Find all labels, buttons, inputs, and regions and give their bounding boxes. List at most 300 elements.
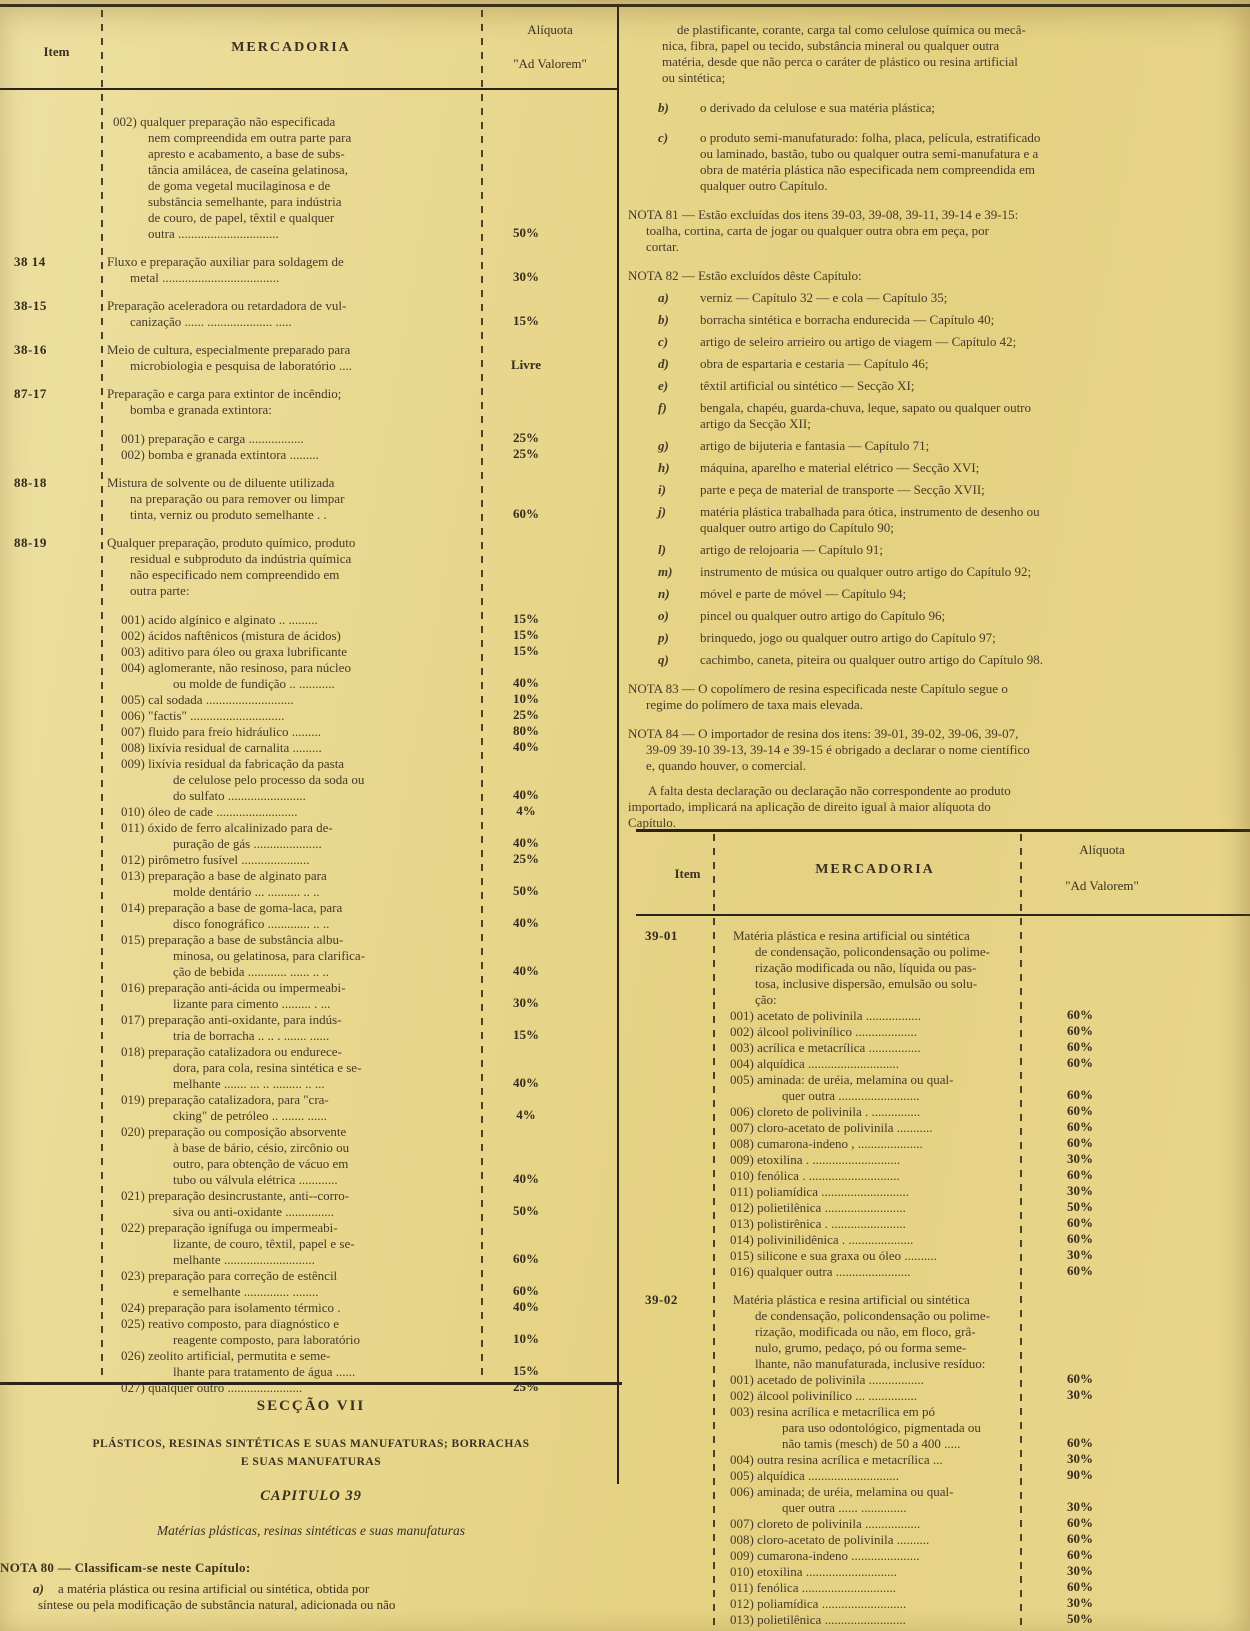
rate-value: 30% — [1067, 1451, 1093, 1466]
description-line: Matéria plástica e resina artificial ou sintética — [733, 1292, 970, 1307]
merchandise-description — [730, 1136, 1033, 1152]
tariff-row — [0, 386, 620, 418]
rate-value: 60% — [1067, 1231, 1093, 1246]
section-subtitle-line2: E SUAS MANUFATURAS — [240, 1456, 382, 1468]
note-list-item — [628, 652, 1248, 668]
description-line: ção: — [755, 992, 777, 1007]
merchandise-description — [730, 1580, 1033, 1596]
rate-value: 25% — [513, 851, 539, 866]
rate-value: 30% — [513, 995, 539, 1010]
description-line: 024) preparação para isolamento térmico . — [121, 1300, 341, 1315]
description-line: outra ............................... — [148, 226, 279, 241]
description-line: 017) preparação anti-oxidante, para indús- — [121, 1012, 342, 1027]
merchandise-description — [107, 535, 459, 599]
description-line: de condensação, policondensação ou polime- — [755, 1308, 990, 1323]
tariff-row — [0, 535, 620, 599]
rate-value: 40% — [513, 787, 539, 802]
description-line: 002) álcool polivinílico ... ............... — [730, 1388, 918, 1403]
note-line: Capítulo. — [628, 815, 677, 830]
merchandise-description — [121, 692, 459, 708]
note-line: têxtil artificial ou sintético — Secção XI; — [700, 378, 915, 393]
description-line: nulo, grumo, pedaço, pó ou forma seme- — [755, 1340, 967, 1355]
merchandise-description — [730, 1152, 1033, 1168]
rate-value: 60% — [1067, 1039, 1093, 1054]
description-line: 006) cloreto de polivinila . ............... — [730, 1104, 921, 1119]
description-line: 014) preparação a base de goma-laca, para — [121, 900, 343, 915]
nota-80 — [0, 1560, 622, 1613]
note-line: instrumento de música ou qualquer outro artigo do Capítulo 92; — [700, 564, 1032, 579]
tariff-row — [0, 342, 620, 374]
merchandise-description — [121, 1188, 459, 1220]
tariff-subitem-row — [0, 1044, 620, 1092]
rate-value: 60% — [1067, 1103, 1093, 1118]
tariff-subitem-row — [625, 1452, 1250, 1468]
merchandise-description — [121, 1092, 459, 1124]
description-line: 005) alquídica ............................ — [730, 1468, 899, 1483]
tariff-subitem-row — [0, 1012, 620, 1044]
tariff-row — [625, 928, 1250, 1008]
rate-value: 15% — [513, 643, 539, 658]
merchandise-description — [730, 1008, 1033, 1024]
note-list-item — [628, 400, 1248, 432]
rate-value: 15% — [513, 627, 539, 642]
rate-value: 30% — [1067, 1387, 1093, 1402]
tariff-subitem-row — [625, 1216, 1250, 1232]
rate-value: 50% — [513, 883, 539, 898]
merchandise-description — [121, 724, 459, 740]
merchandise-description — [107, 298, 459, 330]
merchandise-description — [121, 932, 459, 980]
chapter-subtitle: Matérias plásticas, resinas sintéticas e suas manufaturas — [156, 1523, 466, 1538]
description-line: microbiologia e pesquisa de laboratório .... — [130, 358, 353, 373]
description-line: 004) alquídica ............................ — [730, 1056, 899, 1071]
description-line: 001) acetato de polivinila ................. — [730, 1008, 921, 1023]
merchandise-description — [121, 1316, 459, 1348]
tariff-subitem-row — [625, 1168, 1250, 1184]
item-number: 38 14 — [14, 254, 46, 269]
description-line: na preparação ou para remover ou limpar — [130, 491, 345, 506]
note-letter: n) — [658, 586, 670, 601]
rate-value: 40% — [513, 1299, 539, 1314]
rate-value: 60% — [1067, 1119, 1093, 1134]
description-line: 009) etoxilina . ........................... — [730, 1152, 901, 1167]
rate-value: 50% — [513, 225, 539, 240]
merchandise-description — [121, 1300, 459, 1316]
description-line: rização, modificada ou não, em floco, grâ- — [755, 1324, 976, 1339]
merchandise-description — [730, 1216, 1033, 1232]
item-number: 39-02 — [645, 1292, 678, 1307]
note-list-item — [628, 504, 1248, 536]
merchandise-description — [121, 708, 459, 724]
rate-value: 30% — [513, 269, 539, 284]
note-line: NOTA 81 — Estão excluídas dos itens 39-03, 39-08, 39-11, 39-14 e 39-15: — [628, 207, 1019, 222]
rate-value: 50% — [1067, 1199, 1093, 1214]
note-line: cortar. — [646, 239, 679, 254]
description-line: 015) preparação a base de substância albu- — [121, 932, 344, 947]
note-line: nica, fibra, papel ou tecido, substância mineral ou qualquer outra — [662, 38, 1000, 53]
note-letter: a) — [658, 290, 669, 305]
merchandise-description — [730, 1184, 1033, 1200]
tariff-row — [0, 254, 620, 286]
merchandise-description — [730, 1024, 1033, 1040]
merchandise-description — [107, 475, 459, 523]
description-line: apresto e acabamento, a base de subs- — [148, 146, 345, 161]
right-tariff-table — [625, 928, 1250, 1628]
rate-value: 60% — [513, 506, 539, 521]
rate-value: 60% — [1067, 1371, 1093, 1386]
note-line: artigo de bijuteria e fantasia — Capítulo 71; — [700, 438, 930, 453]
item-number: 38-15 — [14, 298, 47, 313]
item-number: 38-16 — [14, 342, 47, 357]
rate-value: 60% — [1067, 1215, 1093, 1230]
description-line: lhante, não manufaturada, inclusive resíduo: — [755, 1356, 986, 1371]
left-column-header-ad-valorem: "Ad Valorem" — [513, 56, 587, 71]
description-line: reagente composto, para laboratório — [173, 1332, 360, 1347]
rate-value: 25% — [513, 446, 539, 461]
rate-value: 4% — [516, 803, 536, 818]
description-line: 008) cumarona-indeno , .................... — [730, 1136, 923, 1151]
nota-80-item-a — [0, 1581, 622, 1613]
tariff-subitem-row — [625, 1040, 1250, 1056]
merchandise-description — [730, 1248, 1033, 1264]
rate-value: 60% — [1067, 1531, 1093, 1546]
merchandise-description — [121, 612, 459, 628]
merchandise-description — [121, 628, 459, 644]
note-line: cachimbo, caneta, piteira ou qualquer outro artigo do Capítulo 98. — [700, 652, 1043, 667]
note-letter: a) — [33, 1581, 44, 1596]
tariff-subitem-row — [625, 1056, 1250, 1072]
note-letter: b) — [658, 100, 669, 115]
note-list-item — [628, 564, 1248, 580]
description-line: 021) preparação desincrustante, anti--corro- — [121, 1188, 350, 1203]
description-line: 007) fluido para freio hidráulico ......... — [121, 724, 321, 739]
description-line: disco fonográfico ............. .. .. — [173, 916, 330, 931]
rate-value: 60% — [1067, 1167, 1093, 1182]
description-line: 003) aditivo para óleo ou graxa lubrificante — [121, 644, 347, 659]
left-column-header-item: Item — [43, 44, 70, 59]
description-line: 025) reativo composto, para diagnóstico e — [121, 1316, 340, 1331]
note-line: matéria plástica trabalhada para ótica, instrumento de desenho ou — [700, 504, 1040, 519]
left-tariff-table — [0, 100, 620, 1396]
description-line: de celulose pelo processo da soda ou — [173, 772, 365, 787]
description-line: de couro, de papel, têxtil e qualquer — [148, 210, 335, 225]
description-line: 002) álcool polivinílico ................... — [730, 1024, 918, 1039]
tariff-subitem-row — [0, 1348, 620, 1380]
rate-value: 60% — [1067, 1087, 1093, 1102]
tariff-subitem-row — [0, 1188, 620, 1220]
merchandise-description — [730, 1200, 1033, 1216]
left-column-header-mercadoria: MERCADORIA — [231, 40, 351, 55]
right-table-header-rule — [636, 914, 1250, 916]
merchandise-description — [121, 1268, 459, 1300]
merchandise-description — [121, 1012, 459, 1044]
description-line: 009) cumarona-indeno ..................... — [730, 1548, 920, 1563]
description-line: 001) acetado de polivinila ................. — [730, 1372, 924, 1387]
note-list-item — [628, 438, 1248, 454]
note-list-item — [628, 130, 1248, 194]
tariff-subitem-row — [0, 628, 620, 644]
tariff-subitem-row — [625, 1372, 1250, 1388]
merchandise-description — [121, 852, 459, 868]
note-list-item — [628, 100, 1248, 116]
rate-value: 60% — [1067, 1547, 1093, 1562]
rate-value: 50% — [1067, 1611, 1093, 1626]
merchandise-description — [730, 1056, 1033, 1072]
note-letter: g) — [658, 438, 669, 453]
tariff-row — [0, 475, 620, 523]
merchandise-description — [730, 1072, 1033, 1104]
right-column-header-aliquota: Alíquota — [1079, 842, 1125, 857]
rate-value: 40% — [513, 915, 539, 930]
tariff-subitem-row — [0, 980, 620, 1012]
section-heading: SECÇÃO VII — [256, 1398, 366, 1414]
note-line: parte e peça de material de transporte — Secção XVII; — [700, 482, 985, 497]
merchandise-description — [730, 1516, 1033, 1532]
description-line: substância semelhante, para indústria — [148, 194, 342, 209]
tariff-subitem-row — [0, 612, 620, 628]
description-line: 020) preparação ou composição absorvente — [121, 1124, 347, 1139]
description-line: 012) pirômetro fusível ..................... — [121, 852, 310, 867]
rate-value: 15% — [513, 1363, 539, 1378]
tariff-subitem-row — [0, 1220, 620, 1268]
tariff-subitem-row — [0, 804, 620, 820]
note-line: ou sintética; — [662, 70, 726, 85]
description-line: cking" de petróleo .. ....... ...... — [173, 1108, 328, 1123]
tariff-subitem-row — [0, 431, 620, 447]
description-line: residual e subproduto da indústria química — [130, 551, 352, 566]
item-number: 88-18 — [14, 475, 47, 490]
rate-value: 15% — [513, 1027, 539, 1042]
description-line: 008) cloro-acetato de polivinila .......... — [730, 1532, 930, 1547]
description-line: Preparação e carga para extintor de incêndio; — [107, 386, 342, 401]
chapter-note — [628, 681, 1248, 713]
merchandise-description — [730, 1612, 1033, 1628]
description-line: 008) lixívia residual de carnalita ......... — [121, 740, 322, 755]
chapter-notes — [628, 22, 1248, 831]
tariff-subitem-row — [0, 740, 620, 756]
tariff-subitem-row — [625, 1564, 1250, 1580]
description-line: para uso odontológico, pigmentada ou — [782, 1420, 981, 1435]
tariff-row — [0, 298, 620, 330]
description-line: ou molde de fundição .. ........... — [173, 676, 335, 691]
tariff-subitem-row — [0, 447, 620, 463]
rate-value: 10% — [513, 1331, 539, 1346]
merchandise-description — [121, 660, 459, 692]
tariff-subitem-row — [625, 1136, 1250, 1152]
rate-value: 60% — [1067, 1435, 1093, 1450]
nota-80-item-a-line1: a matéria plástica ou resina artificial ou sintética, obtida por — [58, 1581, 370, 1596]
description-line: 002) bomba e granada extintora ......... — [121, 447, 319, 462]
chapter-heading: CAPITULO 39 — [260, 1488, 362, 1504]
note-letter: q) — [658, 652, 669, 667]
chapter-note — [628, 207, 1248, 255]
description-line: lhante para tratamento de água ...... — [173, 1364, 356, 1379]
merchandise-description — [121, 900, 459, 932]
note-letter: f) — [658, 400, 667, 415]
rate-value: 40% — [513, 1075, 539, 1090]
rate-value: 30% — [1067, 1499, 1093, 1514]
description-line: tubo ou válvula elétrica ............ — [173, 1172, 338, 1187]
rate-value: 80% — [513, 723, 539, 738]
description-line: 026) zeolito artificial, permutita e seme- — [121, 1348, 331, 1363]
description-line: lizante, de couro, têxtil, papel e se- — [173, 1236, 355, 1251]
right-column-header-mercadoria: MERCADORIA — [815, 862, 935, 877]
tariff-subitem-row — [0, 1092, 620, 1124]
note-line: borracha sintética e borracha endurecida — Capítulo 40; — [700, 312, 995, 327]
tariff-subitem-row — [0, 644, 620, 660]
description-line: dora, para cola, resina sintética e se- — [173, 1060, 362, 1075]
section-block — [0, 1398, 622, 1613]
tariff-subitem-row — [625, 1580, 1250, 1596]
note-line: e, quando houver, o comercial. — [646, 758, 807, 773]
description-line: quer outra ...... .............. — [782, 1500, 907, 1515]
tariff-subitem-row — [0, 900, 620, 932]
description-line: 010) etoxilina ............................ — [730, 1564, 897, 1579]
description-line: de condensação, policondensação ou polime- — [755, 944, 990, 959]
page-top-rule — [0, 4, 1250, 7]
description-line: 022) preparação ignífuga ou impermeabi- — [121, 1220, 338, 1235]
note-letter: e) — [658, 378, 669, 393]
merchandise-description — [121, 980, 459, 1012]
tariff-subitem-row — [625, 1152, 1250, 1168]
chapter-note — [628, 22, 1248, 86]
rate-value: 40% — [513, 835, 539, 850]
tariff-subitem-row — [0, 114, 620, 242]
description-line: 015) silicone e sua graxa ou óleo .......... — [730, 1248, 937, 1263]
merchandise-description — [121, 1380, 459, 1396]
note-line: importado, implicará na aplicação de direito igual à maior alíquota do — [628, 799, 991, 814]
rate-value: 4% — [516, 1107, 536, 1122]
note-line: bengala, chapéu, guarda-chuva, leque, sapato ou qualquer outro — [700, 400, 1032, 415]
description-line: lizante para cimento ......... . ... — [173, 996, 331, 1011]
tariff-subitem-row — [0, 1268, 620, 1300]
tariff-subitem-row — [0, 692, 620, 708]
note-letter: b) — [658, 312, 669, 327]
description-line: 003) resina acrílica e metacrílica em pó — [730, 1404, 936, 1419]
note-list-item — [628, 586, 1248, 602]
chapter-note — [628, 726, 1248, 774]
tariff-subitem-row — [625, 1388, 1250, 1404]
description-line: 004) outra resina acrílica e metacrílica ... — [730, 1452, 943, 1467]
description-line: 019) preparação catalizadora, para "cra- — [121, 1092, 329, 1107]
rate-value: 60% — [1067, 1055, 1093, 1070]
merchandise-description — [121, 740, 459, 756]
note-line: o derivado da celulose e sua matéria plástica; — [700, 100, 935, 115]
note-list-item — [628, 290, 1248, 306]
note-line: qualquer outro artigo do Capítulo 90; — [700, 520, 894, 535]
description-line: ção de bebida ............ ...... .. .. — [173, 964, 329, 979]
description-line: outro, para obtenção de vácuo em — [173, 1156, 349, 1171]
merchandise-description — [730, 1232, 1033, 1248]
note-line: artigo de seleiro arrieiro ou artigo de viagem — Capítulo 42; — [700, 334, 1017, 349]
note-line: NOTA 82 — Estão excluídos dêste Capítulo: — [628, 268, 862, 283]
note-letter: o) — [658, 608, 669, 623]
description-line: metal .................................... — [130, 270, 280, 285]
note-letter: m) — [658, 564, 673, 579]
description-line: 004) aglomerante, não resinoso, para núcleo — [121, 660, 351, 675]
tariff-subitem-row — [625, 1008, 1250, 1024]
description-line: Meio de cultura, especialmente preparado para — [107, 342, 351, 357]
note-list-item — [628, 312, 1248, 328]
tariff-subitem-row — [625, 1612, 1250, 1628]
merchandise-description — [730, 1040, 1033, 1056]
note-line: matéria, desde que não perca o caráter de plástico ou resina artificial — [662, 54, 1018, 69]
chapter-note — [628, 268, 1248, 284]
description-line: Preparação aceleradora ou retardadora de vul- — [107, 298, 347, 313]
description-line: minosa, ou gelatinosa, para clarifica- — [173, 948, 366, 963]
merchandise-description — [107, 386, 459, 418]
tariff-subitem-row — [625, 1548, 1250, 1564]
rate-value: 60% — [1067, 1135, 1093, 1150]
note-line: qualquer outro Capítulo. — [700, 178, 828, 193]
item-number: 39-01 — [645, 928, 678, 943]
rate-value: 60% — [1067, 1263, 1093, 1278]
description-line: 010) fenólica . ............................ — [730, 1168, 900, 1183]
note-list-item — [628, 542, 1248, 558]
merchandise-description — [730, 1452, 1033, 1468]
tariff-subitem-row — [625, 1232, 1250, 1248]
description-line: 010) óleo de cade ......................... — [121, 804, 298, 819]
description-line: 016) preparação anti-ácida ou impermeabi- — [121, 980, 346, 995]
description-line: melhante ............................ — [173, 1252, 315, 1267]
note-line: artigo de relojoaria — Capítulo 91; — [700, 542, 884, 557]
tariff-subitem-row — [625, 1596, 1250, 1612]
description-line: 001) preparação e carga ................. — [121, 431, 304, 446]
tariff-subitem-row — [0, 820, 620, 852]
description-line: rização modificada ou não, líquida ou pas- — [755, 960, 977, 975]
tariff-subitem-row — [0, 660, 620, 692]
merchandise-description — [121, 447, 459, 463]
tariff-subitem-row — [0, 1316, 620, 1348]
description-line: 013) polistirênica . ....................... — [730, 1216, 906, 1231]
merchandise-description — [121, 756, 459, 804]
note-letter: i) — [658, 482, 666, 497]
description-line: Mistura de solvente ou de diluente utilizada — [107, 475, 335, 490]
description-line: não tamis (mesch) de 50 a 400 ..... — [782, 1436, 961, 1451]
description-line: 013) preparação a base de alginato para — [121, 868, 327, 883]
description-line: 006) "factis" ............................. — [121, 708, 285, 723]
nota-80-heading: NOTA 80 — Classificam-se neste Capítulo: — [0, 1560, 251, 1575]
tariff-subitem-row — [625, 1248, 1250, 1264]
tariff-subitem-row — [0, 852, 620, 868]
tariff-subitem-row — [625, 1516, 1250, 1532]
description-line: 014) polivinilidênica . .................... — [730, 1232, 914, 1247]
note-line: NOTA 83 — O copolímero de resina especificada neste Capítulo segue o — [628, 681, 1008, 696]
description-line: 011) óxido de ferro alcalinizado para de- — [121, 820, 333, 835]
note-letter: j) — [658, 504, 666, 519]
rate-value: 30% — [1067, 1247, 1093, 1262]
description-line: 007) cloreto de polivinila ................. — [730, 1516, 921, 1531]
description-line: 005) cal sodada ........................... — [121, 692, 294, 707]
merchandise-description — [733, 1292, 1033, 1372]
rate-value: 60% — [513, 1283, 539, 1298]
nota-80-item-a-line2: síntese ou pela modificação de substância natural, adicionada ou não — [38, 1597, 396, 1612]
rate-value: 40% — [513, 675, 539, 690]
description-line: 001) acido algínico e alginato .. ......... — [121, 612, 318, 627]
rate-value: 40% — [513, 1171, 539, 1186]
description-line: do sulfato ........................ — [173, 788, 306, 803]
tariff-subitem-row — [0, 756, 620, 804]
merchandise-description — [730, 1372, 1033, 1388]
merchandise-description — [107, 342, 459, 374]
note-line: verniz — Capítulo 32 — e cola — Capítulo 35; — [700, 290, 948, 305]
note-line: 39-09 39-10 39-13, 39-14 e 39-15 é obrigado a declarar o nome científico — [646, 742, 1030, 757]
section-subtitle-line1: PLÁSTICOS, RESINAS SINTÉTICAS E SUAS MANUFATURAS; BORRACHAS — [92, 1438, 530, 1450]
note-line: A falta desta declaração ou declaração não correspondente ao produto — [648, 783, 1011, 798]
tariff-subitem-row — [625, 1404, 1250, 1452]
tariff-subitem-row — [625, 1120, 1250, 1136]
note-list-item — [628, 356, 1248, 372]
